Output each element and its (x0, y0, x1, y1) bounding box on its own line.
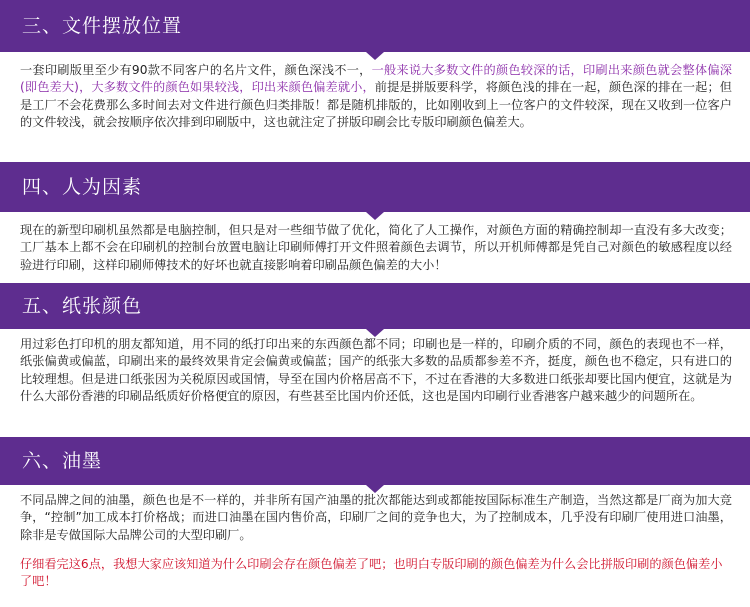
section-header-ink (0, 437, 750, 485)
section-title: 五、纸张颜色 (22, 294, 143, 317)
section-header-paper-color (0, 283, 750, 329)
section-body-human-factor: 现在的新型印刷机虽然都是电脑控制，但只是对一些细节做了优化，简化了人工操作，对颜色方面的精确控制却一直没有多大改变；工厂基本上都不会在印刷机的控制台放置电脑让印刷师傅打开文件照着颜色去调节，所以开机师傅都是凭自己对颜色的敏感程度以经验进行印刷，这样印刷师傅技术的好坏也就直接影响着印刷品颜色偏差的大小！ (20, 223, 732, 272)
section-body-paper-color: 用过彩色打印机的朋友都知道，用不同的纸打印出来的东西颜色都不同；印刷也是一样的，印刷介质的不同，颜色的表现也不一样，纸张偏黄或偏蓝，印刷出来的最终效果肯定会偏黄或偏蓝；国产的纸张大多数的品质都参差不齐，挺度，颜色也不稳定，只有进口的比较理想。但是进口纸张因为关税原因或国情，导至在国内价格居高不下，不过在香港的大多数进口纸张却要比国内便宜，这就是为什么大部份香港的印刷品纸质好价格便宜的原因，有些甚至比国内价还低，这也是国内印刷行业香港客户越来越少的问题所在。 (20, 337, 732, 404)
section-title: 四、人为因素 (22, 175, 143, 198)
highlighted-text: 一般来说大多数文件的颜色较深的话，印刷出来颜色就会整体偏深(即色差大)，大多数文件的颜色如果较浅，印出来颜色偏差就小， (20, 63, 732, 95)
body-text: 前提是拼版要科学，将颜色浅的排在一起，颜色深的排在一起；但是工厂不会花费那么多时间去对文件进行颜色归类排版！都是随机排版的，比如刚收到上一位客户的文件较深，现在又收到一位客户的文件较浅，就会按顺序依次排到印刷版中，这也就注定了拼版印刷会比专版印刷颜色偏差大。 (20, 80, 732, 130)
closing-note: 仔细看完这6点，我想大家应该知道为什么印刷会存在颜色偏差了吧；也明白专版印刷的颜色偏差为什么会比拼版印刷的颜色偏差小了吧！ (20, 557, 723, 589)
header-pointer-icon (366, 212, 384, 220)
section-title: 六、油墨 (22, 449, 103, 472)
section-body-file-placement (20, 62, 732, 132)
section-title: 三、文件摆放位置 (22, 14, 183, 37)
section-header-human-factor (0, 162, 750, 212)
section-body-ink: 不同品牌之间的油墨，颜色也是不一样的，并非所有国产油墨的批次都能达到或都能按国际标准生产制造，当然这都是厂商为加大竞争，“控制”加工成本打价格战；而进口油墨在国内售价高，印刷厂之间的竞争也大，为了控制成本，几乎没有印刷厂使用进口油墨，除非是专做国际大品牌公司的大型印刷厂。 (20, 493, 732, 542)
header-pointer-icon (366, 52, 384, 60)
section-header-file-placement (0, 0, 750, 52)
body-text: 一套印刷版里至少有90款不同客户的名片文件，颜色深浅不一， (20, 63, 372, 77)
